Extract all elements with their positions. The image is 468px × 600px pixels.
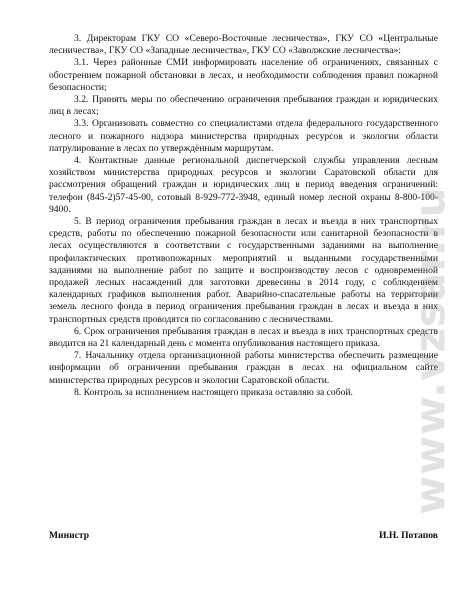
paragraph-7: 7. Начальнику отдела организационной работы министерства обеспечить размещение информации об ограничении пребывания граждан в лесах на официальном сайте министерства природных ресурсов и экологии Саратовской области. <box>49 350 438 386</box>
paragraph-4: 4. Контактные данные региональной диспетчерской службы управления лесным хозяйством министерства природных ресурсов и экологии Саратовской области для рассмотрения обращений граждан и юридических лиц в период введения ограничений: телефон (845-2)57-45-00, сотовый 8-929-772-3948, единый номер лесной охраны 8-800-100-9400. <box>49 155 438 215</box>
signature-block <box>49 530 438 541</box>
signature-name: И.Н. Потапов <box>378 530 438 541</box>
paragraph-3-3: 3.3. Организовать совместно со специалистами отдела федерального государственного лесного и пожарного надзора министерства природных ресурсов и экологии области патрулирование в лесах по утверждённым маршрутам. <box>49 118 438 154</box>
paragraph-3-1: 3.1. Через районные СМИ информировать население об ограничениях, связанных с обострением пожарной обстановки в лесах, и необходимости соблюдения правил пожарной безопасности; <box>49 57 438 93</box>
paragraph-5: 5. В период ограничения пребывания граждан в лесах и въезда в них транспортных средств, работы по обеспечению пожарной безопасности или санитарной безопасности в лесах осуществляются в соответствии с государственными заданиями на выполнение профилактических противопожарных мероприятий и выданными государственными заданиями на выполнение работ по защите и воспроизводству лесов с одновременной продажей лесных насаждений для заготовки древесины в 2014 году, с соблюдением календарных графиков выполнения работ. Аварийно-спасательные работы на территории земель лесного фонда в период ограничения пребывания граждан в лесах и въезда в них транспортных средств проводятся по согласованию с лесничествами. <box>49 216 438 325</box>
paragraph-6: 6. Срок ограничения пребывания граждан в лесах и въезда в них транспортных средств вводится на 21 календарный день с момента опубликования настоящего приказа. <box>49 325 438 350</box>
signature-title: Министр <box>49 530 90 541</box>
paragraph-3-2: 3.2. Принять меры по обеспечению ограничения пребывания граждан и юридических лиц в лесах; <box>49 94 438 118</box>
paragraph-3: 3. Директорам ГКУ СО «Северо-Восточные лесничества», ГКУ СО «Центральные лесничества», ГКУ СО «Западные лесничества», ГКУ СО «Заволжские лесничества»: <box>49 33 438 57</box>
watermark-text: www.vzsar.ru <box>405 185 455 515</box>
paragraph-8: 8. Контроль за исполнением настоящего приказа оставляю за собой. <box>74 386 353 398</box>
document-body <box>49 33 438 399</box>
